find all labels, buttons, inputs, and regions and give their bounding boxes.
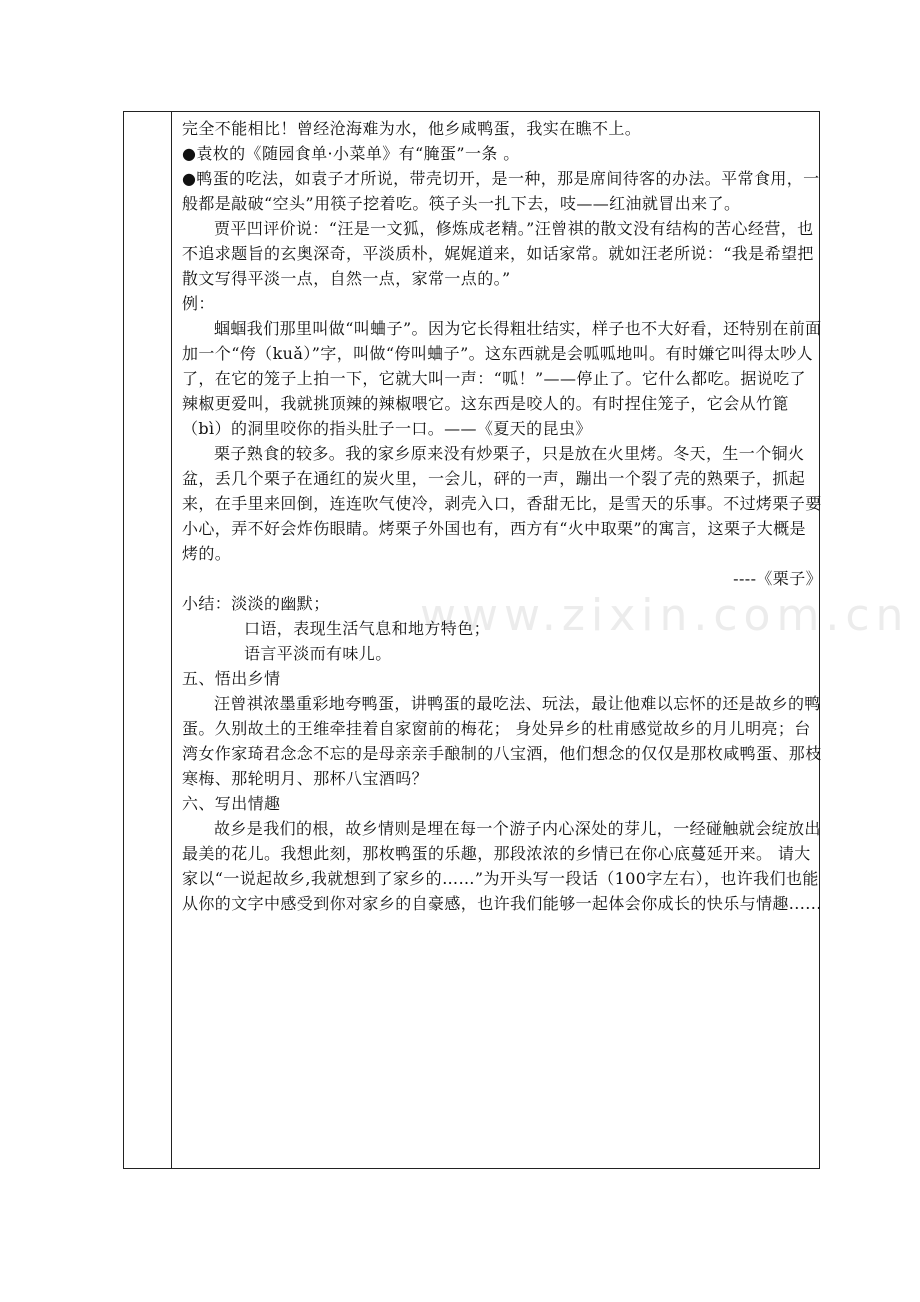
paragraph: ●袁枚的《随园食单·小菜单》有“腌蛋”一条 。 (182, 144, 520, 163)
section-heading: 五、悟出乡情 (182, 669, 281, 688)
summary-item: 语言平淡而有味儿。 (244, 644, 392, 663)
paragraph: 完全不能相比！曾经沧海难为水，他乡咸鸭蛋，我实在瞧不上。 (182, 119, 642, 138)
paragraph: 例： (182, 294, 215, 313)
lesson-table (123, 111, 820, 1169)
paragraph: 故乡是我们的根，故乡情则是埋在每一个游子内心深处的芽儿，一经碰触就会绽放出最美的花儿。我想此刻，那枚鸭蛋的乐趣，那段浓浓的乡情已在你心底蔓延开来。 请大家以“一说起故乡,我就想到了家乡的……”为开头写一段话（100字左右），也许我们也能从你的文字中感受到你对家乡的自豪感，也许我们能够一起体会你成长的快乐与情趣...... (182, 819, 822, 913)
summary-item: 口语，表现生活气息和地方特色； (244, 619, 491, 638)
summary-heading: 小结：淡淡的幽默； (182, 594, 330, 613)
watermark: www.zixin.com.cn (420, 590, 910, 641)
paragraph-example-insects: 蝈蝈我们那里叫做“叫蛐子”。因为它长得粗壮结实，样子也不大好看，还特别在前面加一个“侉（kuǎ）”字，叫做“侉叫蛐子”。这东西就是会呱呱地叫。有时嫌它叫得太吵人了，在它的笼子上拍一下，它就大叫一声：“呱！”——停止了。它什么都吃。据说吃了辣椒更爱叫，我就挑顶辣的辣椒喂它。这东西是咬人的。有时捏住笼子，它会从竹篦（bì）的洞里咬你的指头肚子一口。——《夏天的昆虫》 (182, 319, 822, 438)
source-attribution: ----《栗子》 (733, 569, 822, 588)
lesson-text (182, 116, 822, 916)
paragraph: ●鸭蛋的吃法，如袁子才所说，带壳切开，是一种，那是席间待客的办法。平常食用，一般都是敲破“空头”用筷子挖着吃。筷子头一扎下去，吱——红油就冒出来了。 (182, 169, 820, 213)
paragraph-example-chestnut: 栗子熟食的较多。我的家乡原来没有炒栗子，只是放在火里烤。冬天，生一个铜火盆，丢几个栗子在通红的炭火里，一会儿，砰的一声，蹦出一个裂了壳的熟栗子，抓起来，在手里来回倒，连连吹气使冷，剥壳入口，香甜无比，是雪天的乐事。不过烤栗子要小心，弄不好会炸伤眼睛。烤栗子外国也有，西方有“火中取栗”的寓言，这栗子大概是烤的。 (182, 444, 822, 563)
paragraph: 贾平凹评价说：“汪是一文狐，修炼成老精。”汪曾祺的散文没有结构的苦心经营，也不追求题旨的玄奥深奇，平淡质朴，娓娓道来，如话家常。就如汪老所说：“我是希望把散文写得平淡一点，自然一点，家常一点的。” (182, 219, 814, 288)
table-left-column (124, 112, 172, 1168)
section-heading: 六、写出情趣 (182, 794, 281, 813)
paragraph: 汪曾祺浓墨重彩地夸鸭蛋，讲鸭蛋的最吃法、玩法，最让他难以忘怀的还是故乡的鸭蛋。久别故土的王维牵挂着自家窗前的梅花； 身处异乡的杜甫感觉故乡的月儿明亮；台湾女作家琦君念念不忘的是母亲亲手酿制的八宝酒，他们想念的仅仅是那枚咸鸭蛋、那枝寒梅、那轮明月、那杯八宝酒吗？ (182, 694, 822, 788)
table-content-column (172, 112, 822, 1168)
